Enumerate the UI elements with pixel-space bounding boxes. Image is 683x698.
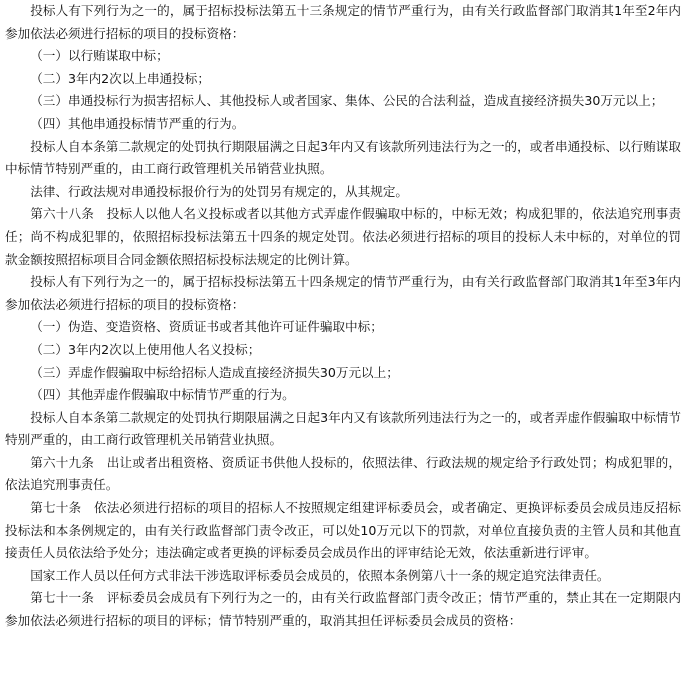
list-item: （一）以行贿谋取中标； (30, 48, 169, 64)
article-69: 第六十九条 出让或者出租资格、资质证书供他人投标的，依照法律、行政法规的规定给予行政处罚；构成犯罪的，依法追究刑事责任。 (5, 454, 681, 493)
paragraph: 投标人自本条第二款规定的处罚执行期限届满之日起3年内又有该款所列违法行为之一的，或者串通投标、以行贿谋取中标情节特别严重的，由工商行政管理机关吊销营业执照。 (5, 138, 681, 177)
paragraph: 投标人有下列行为之一的，属于招标投标法第五十四条规定的情节严重行为，由有关行政监督部门取消其1年至3年内参加依法必须进行招标的项目的投标资格： (5, 274, 681, 312)
list-item: （三）弄虚作假骗取中标给招标人造成直接经济损失30万元以上； (30, 364, 399, 380)
paragraph: 国家工作人员以任何方式非法干涉选取评标委员会成员的，依照本条例第八十一条的规定追究法律责任。 (30, 567, 610, 583)
list-item: （四）其他弄虚作假骗取中标情节严重的行为。 (30, 387, 295, 403)
article-68: 第六十八条 投标人以他人名义投标或者以其他方式弄虚作假骗取中标的，中标无效；构成犯罪的，依法追究刑事责任；尚不构成犯罪的，依照招标投标法第五十四条的规定处罚。依法必须进行招标的项目的投标人未中标的，对单位的罚款金额按照招标项目合同金额依照招标投标法规定的比例计算。 (5, 206, 681, 267)
list-item: （四）其他串通投标情节严重的行为。 (30, 115, 245, 131)
list-item: （二）3年内2次以上串通投标； (30, 70, 210, 86)
article-71: 第七十一条 评标委员会成员有下列行为之一的，由有关行政监督部门责令改正；情节严重的，禁止其在一定期限内参加依法必须进行招标的项目的评标；情节特别严重的，取消其担任评标委员会成员的资格： (5, 590, 681, 629)
list-item: （三）串通投标行为损害招标人、其他投标人或者国家、集体、公民的合法利益，造成直接经济损失30万元以上； (30, 93, 664, 109)
paragraph: 投标人自本条第二款规定的处罚执行期限届满之日起3年内又有该款所列违法行为之一的，或者弄虚作假骗取中标情节特别严重的，由工商行政管理机关吊销营业执照。 (5, 409, 681, 448)
article-70: 第七十条 依法必须进行招标的项目的招标人不按照规定组建评标委员会，或者确定、更换评标委员会成员违反招标投标法和本条例规定的，由有关行政监督部门责令改正，可以处10万元以下的罚款，对单位直接负责的主管人员和其他直接责任人员依法给予处分；违法确定或者更换的评标委员会成员作出的评审结论无效，依法重新进行评审。 (5, 500, 681, 561)
paragraph: 投标人有下列行为之一的，属于招标投标法第五十三条规定的情节严重行为，由有关行政监督部门取消其1年至2年内参加依法必须进行招标的项目的投标资格： (5, 3, 681, 41)
list-item: （一）伪造、变造资格、资质证书或者其他许可证件骗取中标； (30, 319, 383, 335)
paragraph: 法律、行政法规对串通投标报价行为的处罚另有规定的，从其规定。 (30, 183, 408, 199)
list-item: （二）3年内2次以上使用他人名义投标； (30, 341, 261, 357)
